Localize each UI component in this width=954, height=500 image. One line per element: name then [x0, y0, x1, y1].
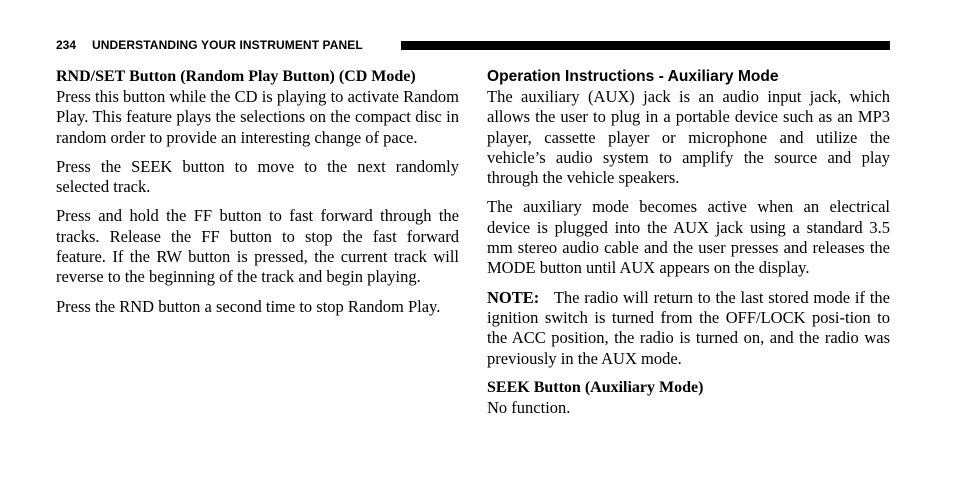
header-rule-bar	[401, 41, 890, 50]
paragraph: Press and hold the FF button to fast forward through the tracks. Release the FF button to stop the fast forward feature. If the RW button is pressed, the current track will reverse to the beginning of the track and begin playing.	[56, 206, 459, 287]
page-header	[56, 38, 890, 52]
rnd-set-heading: RND/SET Button (Random Play Button) (CD Mode)	[56, 68, 416, 85]
paragraph: The auxiliary (AUX) jack is an audio input jack, which allows the user to plug in a portable device such as an MP3 player, cassette player or microphone and utilize the vehicle’s audio system to amplify the source and play through the vehicle speakers.	[487, 87, 890, 188]
paragraph: The auxiliary mode becomes active when an electrical device is plugged into the AUX jack using a standard 3.5 mm stereo audio cable and the user presses and releases the MODE button until AUX appears on the display.	[487, 197, 890, 278]
note-label: NOTE:	[487, 287, 540, 307]
aux-mode-heading: Operation Instructions - Auxiliary Mode	[487, 68, 779, 85]
paragraph: Press the SEEK button to move to the next randomly selected track.	[56, 156, 459, 197]
right-column	[487, 67, 890, 427]
section-title: UNDERSTANDING YOUR INSTRUMENT PANEL	[92, 38, 363, 52]
paragraph: No function.	[487, 397, 571, 417]
paragraph: Press this button while the CD is playing to activate Random Play. This feature plays the selections on the compact disc in random order to provide an interesting change of pace.	[56, 87, 459, 147]
left-column	[56, 67, 459, 326]
page-number: 234	[56, 38, 77, 52]
seek-button-heading: SEEK Button (Auxiliary Mode)	[487, 378, 704, 396]
paragraph: Press the RND button a second time to stop Random Play.	[56, 296, 441, 316]
note-text: The radio will return to the last stored mode if the ignition switch is turned from the OFF/LOCK posi-tion to the ACC position, the radio is turned on, and the radio was previously in the AUX mode.	[487, 287, 891, 368]
note-paragraph	[487, 288, 890, 369]
